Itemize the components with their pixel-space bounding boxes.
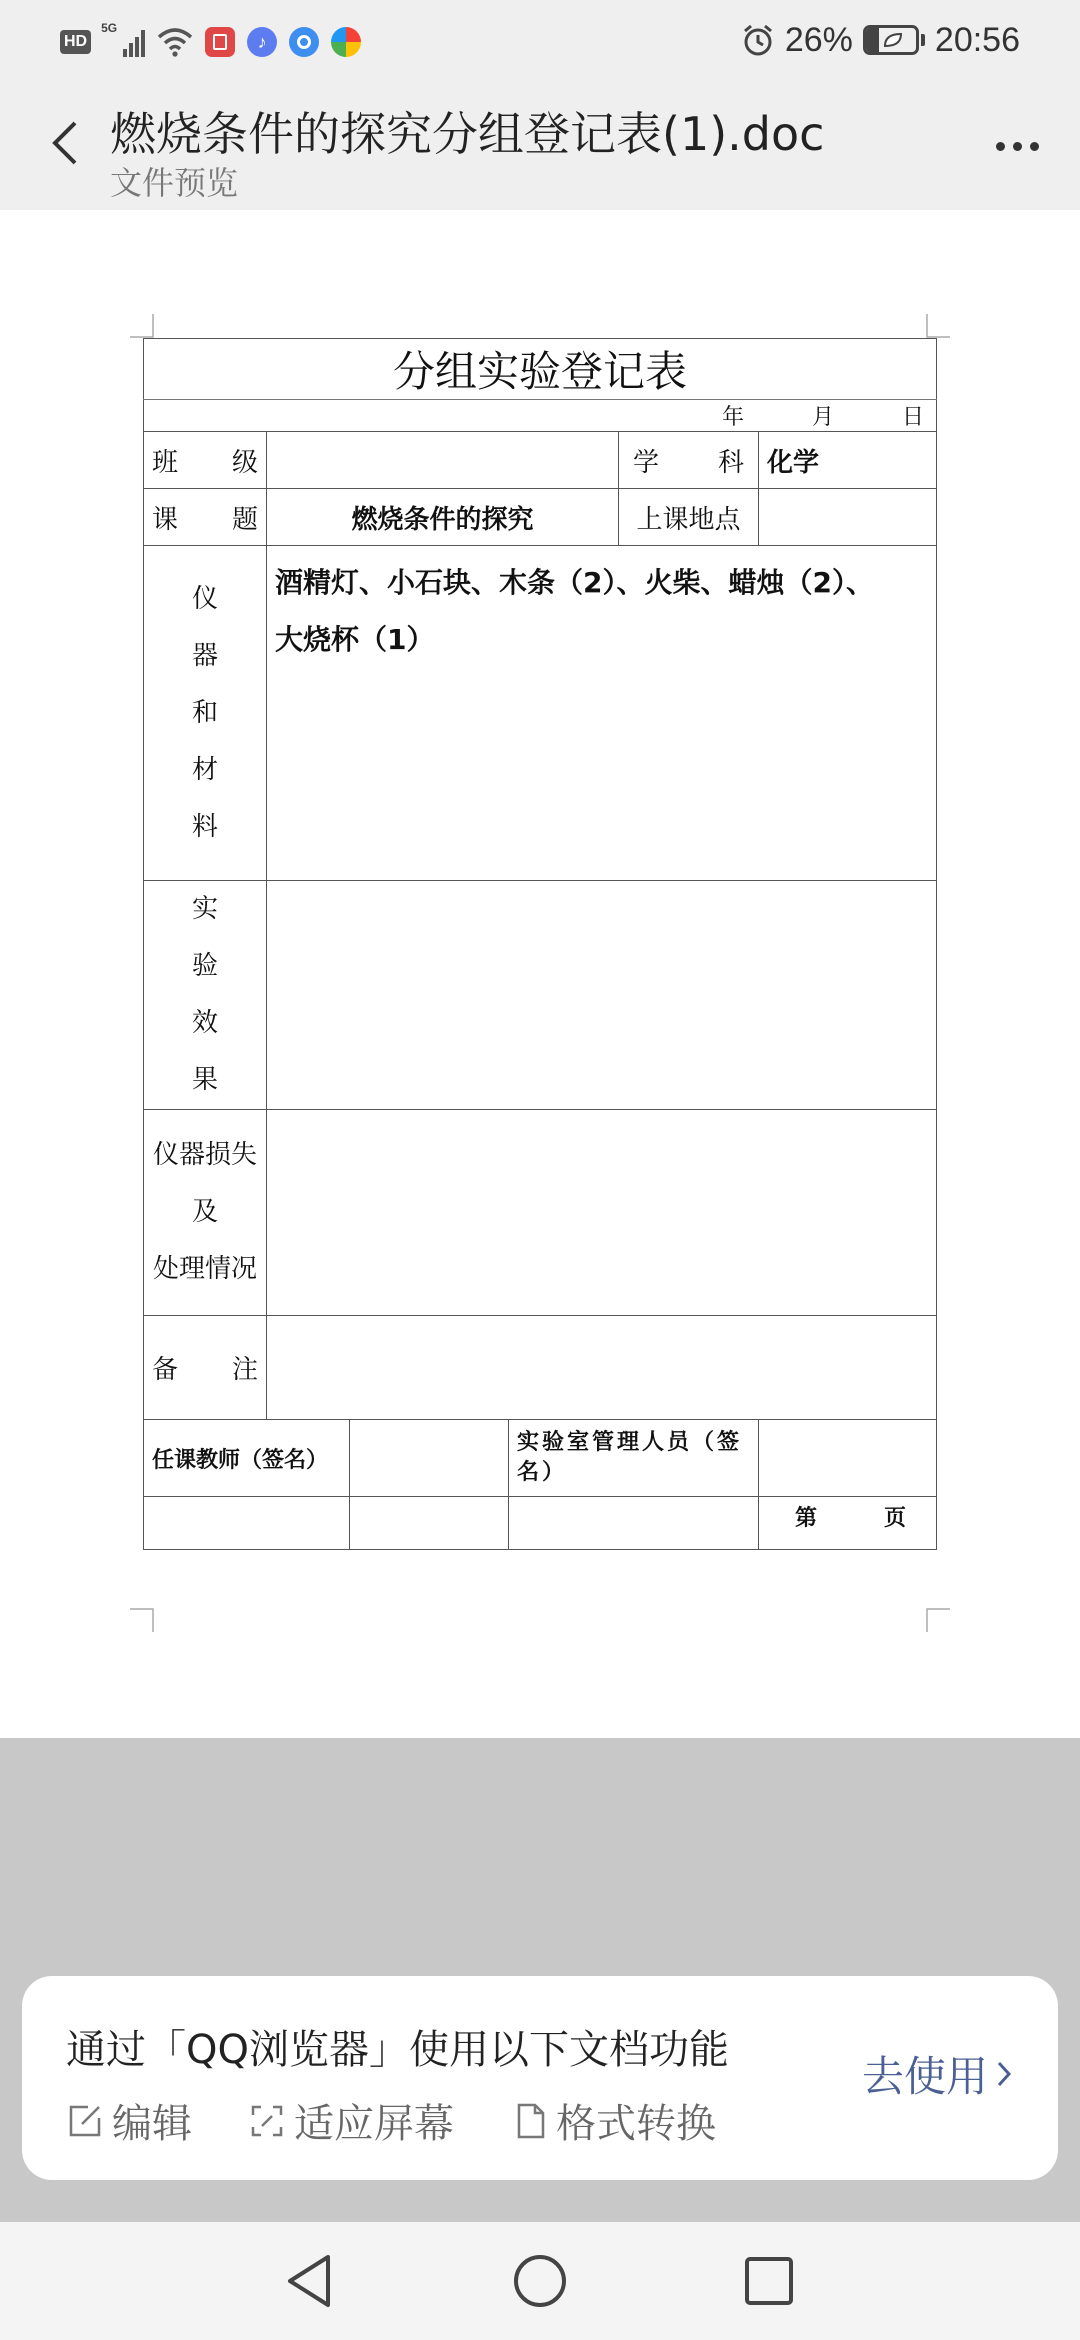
crop-mark-bottom-right: [926, 1608, 950, 1632]
document-preview[interactable]: [0, 210, 1080, 1738]
experiment-form-table: [143, 338, 937, 1550]
browser-app-icon: [289, 27, 319, 57]
clock: 20:56: [934, 20, 1020, 59]
subject-label: 学 科: [619, 432, 759, 489]
crop-mark-bottom-left: [130, 1608, 154, 1632]
teacher-signature: [350, 1420, 509, 1497]
materials-line-1: 酒精灯、小石块、木条（2）、火柴、蜡烛（2）、: [275, 566, 874, 599]
status-bar: [0, 0, 1080, 80]
lab-admin-label: 实验室管理人员（签名）: [509, 1420, 759, 1497]
use-now-label: 去使用: [861, 2052, 988, 2101]
title-bar: [0, 80, 1080, 210]
lab-admin-signature: [759, 1420, 937, 1497]
loss-value: [267, 1110, 937, 1316]
nav-home-button[interactable]: [507, 2248, 573, 2314]
status-left-icons: [60, 22, 361, 62]
date-row: [144, 400, 937, 432]
system-navigation-bar: [0, 2222, 1080, 2340]
materials-line-2: 大烧杯（1）: [275, 623, 435, 656]
colorful-app-icon: [331, 27, 361, 57]
form-title: 分组实验登记表: [144, 339, 937, 400]
status-right: [741, 18, 1020, 62]
feature-edit-label: 编辑: [112, 2101, 192, 2147]
more-options-button[interactable]: [982, 116, 1052, 176]
document-subtitle: 文件预览: [110, 164, 239, 202]
feature-format-convert[interactable]: [516, 2092, 716, 2149]
teacher-label: 任课教师（签名）: [144, 1420, 350, 1497]
effect-value: [267, 881, 937, 1110]
nav-back-button[interactable]: [276, 2248, 342, 2314]
signal-icon: [101, 21, 145, 57]
topic-value: 燃烧条件的探究: [267, 489, 619, 546]
battery-icon: [863, 25, 925, 55]
feature-format-convert-label: 格式转换: [556, 2101, 716, 2147]
feature-edit[interactable]: [68, 2092, 192, 2149]
crop-mark-top-right: [926, 314, 950, 338]
crop-mark-top-left: [130, 314, 154, 338]
music-app-icon: ♪: [247, 27, 277, 57]
more-dot-icon: [996, 142, 1005, 151]
battery-percent: 26%: [784, 20, 853, 59]
subject-value: 化学: [759, 432, 937, 489]
footer-cell-1: [144, 1497, 350, 1550]
remark-value: [267, 1316, 937, 1420]
alarm-icon: [741, 23, 775, 57]
book-app-icon: [205, 27, 235, 57]
class-label: 班 级: [144, 432, 267, 489]
topic-label: 课 题: [144, 489, 267, 546]
materials-label: 仪 器 和 材 料: [144, 546, 267, 881]
footer-cell-3: [509, 1497, 759, 1550]
nav-home-icon: [512, 2253, 568, 2309]
back-arrow-icon: [51, 119, 79, 167]
wifi-icon: [157, 27, 193, 57]
date-day: 日: [902, 405, 925, 430]
remark-label: 备 注: [144, 1316, 267, 1420]
network-type: 5G: [101, 21, 118, 35]
date-year: 年: [722, 405, 745, 430]
page-number: 第 页: [759, 1497, 937, 1550]
fit-screen-icon: [250, 2104, 284, 2138]
location-label: 上课地点: [619, 489, 759, 546]
feature-fit-screen[interactable]: [250, 2092, 454, 2149]
materials-value: [267, 546, 937, 881]
feature-fit-screen-label: 适应屏幕: [294, 2101, 454, 2147]
class-value: [267, 432, 619, 489]
use-now-button[interactable]: [862, 2044, 1012, 2104]
document-title: 燃烧条件的探究分组登记表(1).doc: [110, 107, 825, 161]
chevron-right-icon: [996, 2060, 1012, 2088]
footer-cell-2: [350, 1497, 509, 1550]
hd-badge: HD: [60, 30, 91, 54]
nav-recents-button[interactable]: [736, 2248, 802, 2314]
nav-back-icon: [284, 2253, 334, 2309]
back-button[interactable]: [30, 108, 100, 178]
location-value: [759, 489, 937, 546]
loss-label: 仪器损失 及 处理情况: [144, 1110, 267, 1316]
file-icon: [516, 2103, 546, 2139]
qq-browser-banner[interactable]: [22, 1976, 1058, 2180]
banner-title: 通过「QQ浏览器」使用以下文档功能: [66, 2027, 729, 2073]
edit-icon: [68, 2104, 102, 2138]
effect-label: 实 验 效 果: [144, 881, 267, 1110]
date-month: 月: [812, 405, 835, 430]
nav-recents-icon: [744, 2256, 794, 2306]
